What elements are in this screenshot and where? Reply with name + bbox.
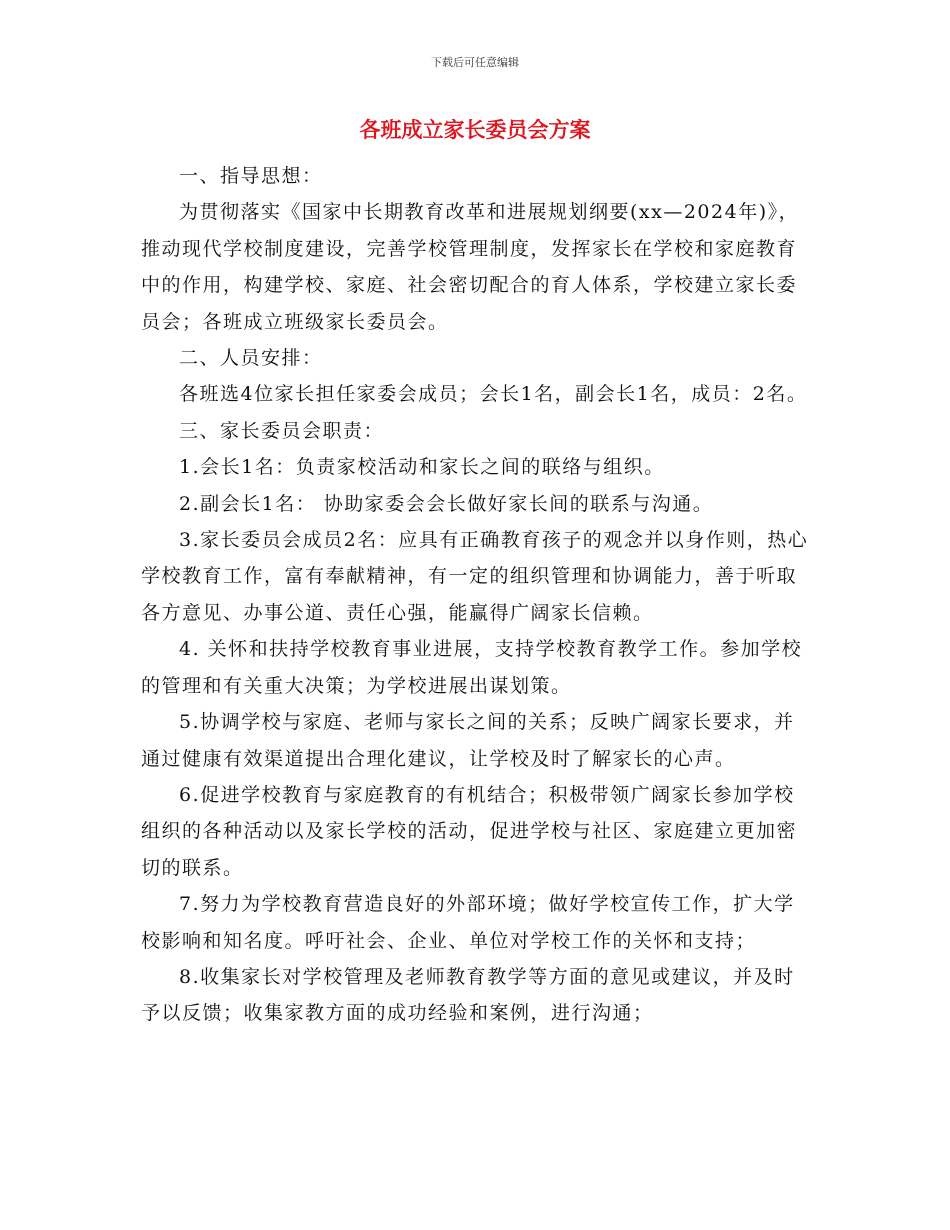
list-item: 7.努力为学校教育营造良好的外部环境；做好学校宣传工作，扩大学校影响和知名度。呼吁社会、企业、单位对学校工作的关怀和支持；	[141, 893, 795, 952]
paragraph: 各班选4位家长担任家委会成员；会长1名，副会长1名，成员：2名。	[179, 383, 808, 406]
section-heading: 三、家长委员会职责：	[179, 419, 385, 442]
header-note: 下载后可任意编辑	[431, 56, 519, 69]
section-heading: 一、指导思想：	[179, 165, 323, 187]
list-item: 5.协调学校与家庭、老师与家长之间的关系；反映广阔家长要求，并通过健康有效渠道提出合理化建议，让学校及时了解家长的心声。	[141, 711, 795, 770]
list-item: 3.家长委员会成员2名：应具有正确教育孩子的观念并以身作则，热心学校教育工作，富有奉献精神，有一定的组织管理和协调能力，善于听取各方意见、办事公道、责任心强，能赢得广阔家长信赖。	[141, 529, 809, 624]
list-item: 4. 关怀和扶持学校教育事业进展，支持学校教育教学工作。参加学校的管理和有关重大决策；为学校进展出谋划策。	[141, 638, 803, 697]
list-item: 2.副会长1名： 协助家委会会长做好家长间的联系与沟通。	[179, 492, 714, 515]
paragraph: 为贯彻落实《国家中长期教育改革和进展规划纲要(xx—2024年)》，推动现代学校制度建设，完善学校管理制度，发挥家长在学校和家庭教育中的作用，构建学校、家庭、社会密切配合的育人体系，学校建立家长委员会；各班成立班级家长委员会。	[141, 201, 800, 333]
section-heading: 二、人员安排：	[179, 347, 323, 370]
document-body	[141, 158, 811, 1032]
list-item: 8.收集家长对学校管理及老师教育教学等方面的意见或建议，并及时予以反馈；收集家教方面的成功经验和案例，进行沟通；	[141, 965, 795, 1025]
list-item: 6.促进学校教育与家庭教育的有机结合；积极带领广阔家长参加学校组织的各种活动以及家长学校的活动，促进学校与社区、家庭建立更加密切的联系。	[141, 783, 798, 879]
list-item: 1.会长1名：负责家校活动和家长之间的联络与组织。	[179, 456, 665, 479]
document-title: 各班成立家长委员会方案	[359, 118, 591, 142]
